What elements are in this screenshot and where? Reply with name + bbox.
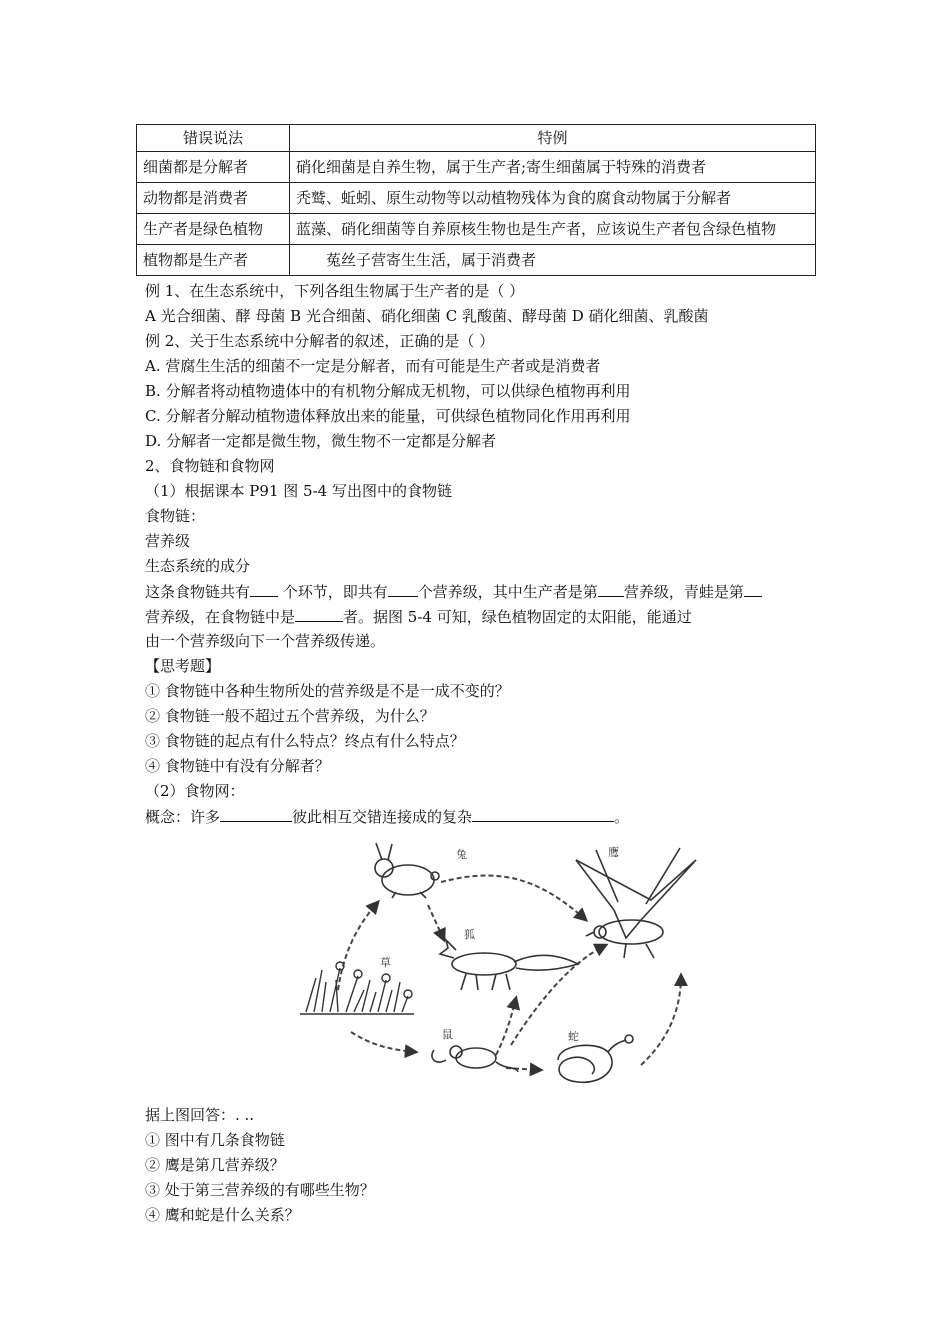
think-item: ② 食物链一般不超过五个营养级，为什么？ <box>145 707 435 725</box>
arrow-snake-to-eagle <box>641 975 681 1065</box>
arrow-rabbit-to-fox <box>428 905 444 940</box>
fill-text: 这条食物链共有 <box>145 583 251 601</box>
food-web-diagram <box>296 840 706 1102</box>
answer-title: 据上图回答：. .. <box>145 1106 255 1124</box>
answer-item: ③ 处于第三营养级的有哪些生物？ <box>145 1181 375 1199</box>
misconception-table <box>136 124 816 276</box>
example1-options: A 光合细菌、酵 母菌 B 光合细菌、硝化细菌 C 乳酸菌、酵母菌 D 硝化细菌、乳酸菌 <box>145 307 709 325</box>
fill-in-line-1 <box>145 579 762 604</box>
rabbit-icon <box>375 843 439 898</box>
answer-item: ② 鹰是第几营养级？ <box>145 1156 285 1174</box>
think-item: ③ 食物链的起点有什么特点？终点有什么特点？ <box>145 732 465 750</box>
table-cell: 秃鹫、蚯蚓、原生动物等以动植物残体为食的腐食动物属于分解者 <box>290 183 816 214</box>
example2-option-c: C. 分解者分解动植物遗体释放出来的能量，可供绿色植物同化作用再利用 <box>145 407 631 425</box>
table-cell: 硝化细菌是自养生物，属于生产者;寄生细菌属于特殊的消费者 <box>290 152 816 183</box>
eagle-icon <box>576 848 696 958</box>
table-header-cell: 特例 <box>290 125 816 152</box>
answer-blank[interactable] <box>250 579 278 597</box>
arrow-rabbit-to-eagle <box>441 876 586 920</box>
answer-blank[interactable] <box>744 579 762 597</box>
answer-blank[interactable] <box>472 804 614 822</box>
example2-option-a: A. 营腐生生活的细菌不一定是分解者，而有可能是生产者或是消费者 <box>145 357 601 375</box>
example2-option-d: D. 分解者一定都是微生物，微生物不一定都是分解者 <box>145 432 497 450</box>
section-title: 2、食物链和食物网 <box>145 457 275 475</box>
answer-blank[interactable] <box>295 604 343 622</box>
table-cell: 蓝藻、硝化细菌等自养原核生物也是生产者，应该说生产者包含绿色植物 <box>290 214 816 245</box>
arrow-grass-to-mouse <box>351 1032 416 1052</box>
concept-text: 彼此相互交错连接成的复杂 <box>292 808 473 826</box>
answer-item: ① 图中有几条食物链 <box>145 1131 285 1149</box>
table-cell: 菟丝子营寄生生活，属于消费者 <box>290 245 816 276</box>
table-cell: 生产者是绿色植物 <box>137 214 290 245</box>
answer-item: ④ 鹰和蛇是什么关系？ <box>145 1206 300 1224</box>
concept-text: 概念：许多 <box>145 808 221 826</box>
arrow-mouse-to-eagle <box>511 945 606 1045</box>
foodweb-concept <box>145 804 629 829</box>
example1-question: 例 1、在生态系统中，下列各组生物属于生产者的是（ ） <box>145 282 525 300</box>
table-cell: 动物都是消费者 <box>137 183 290 214</box>
trophic-level-label: 营养级 <box>145 532 191 550</box>
mouse-icon <box>432 1046 518 1072</box>
rabbit-label: 兔 <box>456 848 467 861</box>
snake-label: 蛇 <box>568 1030 579 1043</box>
fill-text: 营养级，在食物链中是 <box>145 608 296 626</box>
grass-icon <box>300 962 414 1014</box>
table-row <box>137 183 816 214</box>
answer-blank[interactable] <box>598 579 624 597</box>
grass-label: 草 <box>380 956 391 969</box>
think-item: ① 食物链中各种生物所处的营养级是不是一成不变的？ <box>145 682 510 700</box>
table-row <box>137 152 816 183</box>
think-title: 【思考题】 <box>145 657 221 675</box>
table-header-row <box>137 125 816 152</box>
foodweb-subtitle: （2）食物网： <box>145 782 245 800</box>
table-cell: 植物都是生产者 <box>137 245 290 276</box>
component-label: 生态系统的成分 <box>145 557 251 575</box>
table-row <box>137 214 816 245</box>
table-row <box>137 245 816 276</box>
food-chain-label: 食物链： <box>145 507 206 525</box>
table-cell: 细菌都是分解者 <box>137 152 290 183</box>
answer-blank[interactable] <box>220 804 292 822</box>
example2-question: 例 2、关于生态系统中分解者的叙述，正确的是（ ） <box>145 332 495 350</box>
fill-text: 者。据图 5-4 可知，绿色植物固定的太阳能，能通过 <box>343 608 692 626</box>
fill-text: 营养级，青蛙是第 <box>623 583 744 601</box>
example2-option-b: B. 分解者将动植物遗体中的有机物分解成无机物，可以供绿色植物再利用 <box>145 382 631 400</box>
subsection-title: （1）根据课本 P91 图 5-4 写出图中的食物链 <box>145 482 452 500</box>
table-header-cell: 错误说法 <box>137 125 290 152</box>
fill-in-line-3: 由一个营养级向下一个营养级传递。 <box>145 632 386 650</box>
fox-label: 狐 <box>464 928 475 941</box>
fill-in-line-2 <box>145 604 692 629</box>
mouse-label: 鼠 <box>442 1028 453 1041</box>
concept-text: 。 <box>614 808 630 826</box>
arrow-mouse-to-fox <box>496 998 516 1055</box>
eagle-label: 鹰 <box>608 846 619 859</box>
answer-blank[interactable] <box>388 579 418 597</box>
fill-text: 个环节，即共有 <box>278 583 388 601</box>
think-item: ④ 食物链中有没有分解者？ <box>145 757 330 775</box>
fox-icon <box>440 940 578 990</box>
fill-text: 个营养级，其中生产者是第 <box>417 583 598 601</box>
